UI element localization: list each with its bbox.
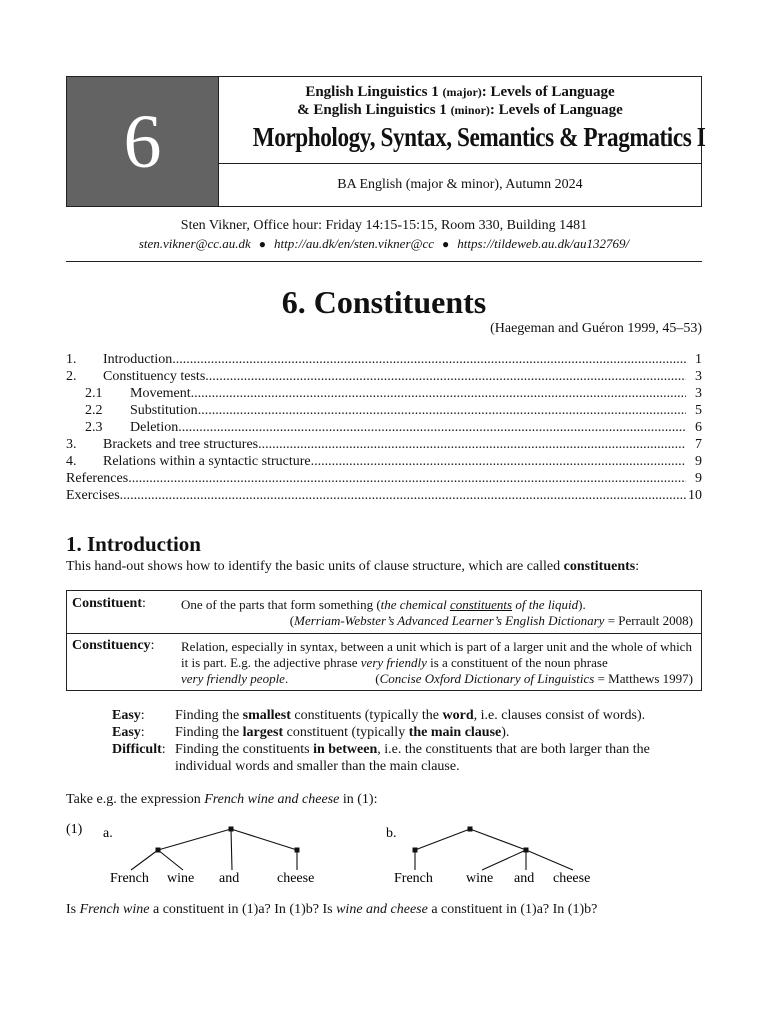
contact-line [66, 235, 702, 253]
definition-source: (Merriam-Webster’s Advanced Learner’s English Dictionary = Perrault 2008) [289, 613, 693, 628]
example-number: (1) [66, 822, 83, 837]
toc-entry[interactable] [66, 419, 702, 436]
toc-entry-text [66, 436, 686, 453]
course-subtitle: BA English (major & minor), Autumn 2024 [337, 177, 583, 192]
toc-entry[interactable] [66, 453, 702, 470]
header-divider [66, 261, 702, 262]
toc-entry-text [66, 351, 686, 368]
author-line: Sten Vikner, Office hour: Friday 14:15-15:15, Room 330, Building 1481 [180, 218, 588, 233]
document-citation: (Haegeman and Guéron 1999, 45–53) [490, 321, 702, 336]
toc-entry-text [66, 487, 686, 504]
toc-entry-number: 3. [66, 437, 77, 452]
course-line-1: English Linguistics 1 (major): Levels of Language [305, 84, 615, 100]
bullet-separator: ● [258, 237, 267, 251]
definition-term: Constituent: [72, 596, 146, 611]
toc-entry-label: Brackets and tree structures [103, 437, 259, 452]
definition-term: Constituency: [72, 638, 155, 653]
definition-source: (Concise Oxford Dictionary of Linguistics = Matthews 1997) [375, 671, 693, 686]
toc-entry-label: Movement [130, 386, 191, 401]
course-title: Morphology, Syntax, Semantics & Pragmatics I [252, 122, 706, 152]
tree-label-b: b. [386, 826, 397, 841]
toc-entry-text [66, 419, 686, 436]
bullet-separator: ● [442, 237, 450, 251]
example-intro: Take e.g. the expression French wine and cheese in (1): [66, 792, 378, 807]
toc-entry-page: 1 [695, 352, 702, 367]
toc-entry-number: 4. [66, 454, 77, 469]
tree-b-nodes [413, 827, 529, 853]
definition-row [67, 633, 701, 690]
definitions-box [66, 590, 702, 691]
question-paragraph: Is French wine a constituent in (1)a? In (1)b? Is wine and cheese a constituent in (1)a? In (1)b? [66, 902, 598, 917]
toc-entry-number: 2.3 [85, 420, 103, 435]
course-title-block [219, 77, 706, 164]
toc-entry-text [66, 402, 686, 419]
toc-entry[interactable] [66, 436, 702, 453]
toc-entry[interactable] [66, 368, 702, 385]
tree-a-word: and [219, 871, 240, 886]
toc-entry-page: 3 [695, 386, 702, 401]
toc-entry-label: Substitution [130, 403, 198, 418]
section-heading: 1. Introduction [66, 532, 201, 556]
toc-entry-number: 2. [66, 369, 77, 384]
toc-entry-label: Relations within a syntactic structure [103, 454, 311, 469]
author-url-2[interactable]: https://tildeweb.au.dk/au132769/ [457, 236, 630, 251]
tree-b [415, 829, 573, 870]
chapter-number: 6 [67, 77, 218, 206]
tree-b-word: wine [466, 871, 494, 886]
toc-entry-number: 2.2 [85, 403, 103, 418]
toc-entry[interactable] [66, 470, 702, 487]
toc-entry[interactable] [66, 487, 702, 504]
tree-b-word: French [394, 871, 433, 886]
toc-entry-page: 7 [695, 437, 702, 452]
toc-entry-page: 9 [695, 454, 702, 469]
toc-entry[interactable] [66, 351, 702, 368]
definition-text: Relation, especially in syntax, between a unit which is part of a larger unit and the whole of which it is part. E.g. the adjective phrase very friendly is a constituent of the noun phrase very friendly people. (Concise Oxford Dictionary of Linguistics = Matthews 1997) [181, 639, 693, 686]
toc-entry-text [66, 470, 686, 487]
author-url-1[interactable]: http://au.dk/en/sten.vikner@cc [274, 236, 435, 251]
course-line-2: & English Linguistics 1 (minor): Levels of Language [297, 102, 623, 118]
toc-entry-text [66, 453, 686, 470]
toc-entry-label: Constituency tests [103, 369, 206, 384]
author-email[interactable]: sten.vikner@cc.au.dk [138, 236, 251, 251]
table-of-contents [66, 351, 702, 504]
tree-b-word: and [514, 871, 535, 886]
tree-b-word: cheese [553, 871, 591, 886]
course-info [218, 77, 706, 206]
tree-a-word: cheese [277, 871, 315, 886]
toc-entry-text [66, 368, 686, 385]
document-title: 6. Constituents [281, 284, 487, 320]
toc-entry[interactable] [66, 402, 702, 419]
course-header [66, 76, 706, 207]
tree-a-word: wine [167, 871, 195, 886]
tree-label-a: a. [103, 826, 113, 841]
tree-diagrams [0, 818, 768, 890]
toc-entry-page: 10 [688, 488, 702, 503]
toc-entry-page: 3 [695, 369, 702, 384]
toc-entry-label: Introduction [103, 352, 173, 367]
toc-entry-label: Deletion [130, 420, 179, 435]
toc-entry-text [66, 385, 686, 402]
toc-entry-page: 9 [695, 471, 702, 486]
toc-entry[interactable] [66, 385, 702, 402]
definition-row [67, 591, 701, 634]
intro-paragraph: This hand-out shows how to identify the basic units of clause structure, which are called constituents: [66, 559, 640, 574]
toc-entry-page: 5 [695, 403, 702, 418]
toc-entry-page: 6 [695, 420, 702, 435]
definition-text: One of the parts that form something (the chemical constituents of the liquid). (Merriam-Webster’s Advanced Learner’s English Dictionary = Perrault 2008) [181, 597, 693, 628]
tree-a-word: French [110, 871, 149, 886]
toc-entry-label: References [66, 471, 129, 486]
toc-entry-label: Exercises [66, 488, 120, 503]
toc-entry-number: 1. [66, 352, 77, 367]
toc-entry-number: 2.1 [85, 386, 103, 401]
